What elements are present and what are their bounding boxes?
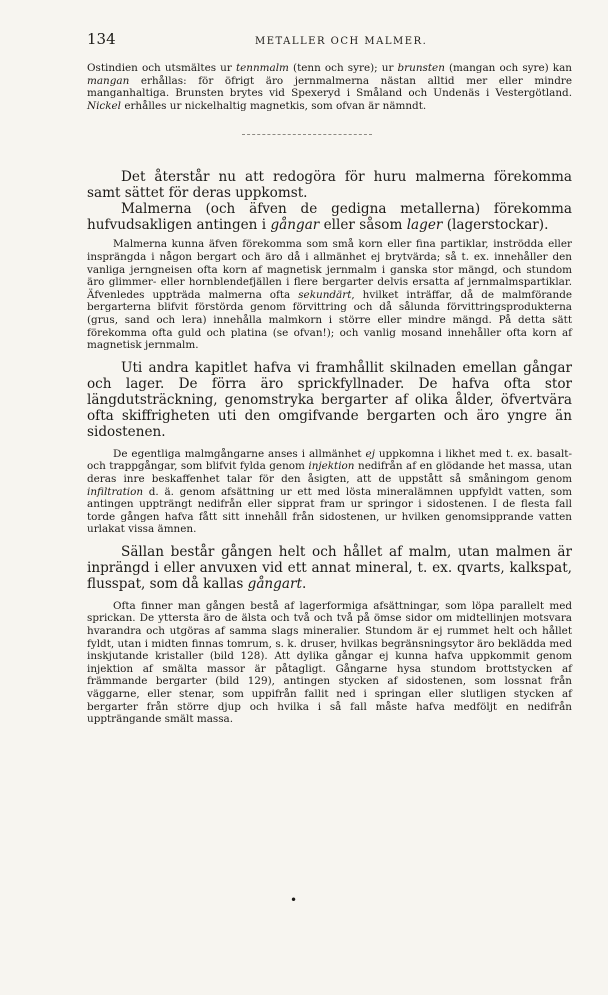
text-run: Ofta finner man gången bestå af lagerformiga afsättningar, som löpa parallelt med sprickan. De yttersta äro de älsta och två och två på ömse sidor om midtellinjen motsvara hvarandra och utgöras af samma slags mineralier. Stundom är ej rummet helt och hållet fyldt, utan i midten finnas tomrum, s. k. druser, hvilkas begränsningsytor äro beklädda med inskjutande kristaller (bild 128). Att dylika gångar ej kunna hafva uppkommit genom injektion af smälta massor är påtagligt. Gångarne hysa stundom brottstycken af främmande bergarter (bild 129), antingen stycken af sidostenen, som lossnat från väggarne, eller stenar, som uppifrån fallit ned i springan eller slutligen stycken af bergarter från större djup och hvilka i så fall måste hafva medföljt en nedifrån uppträngande smält massa.: [87, 599, 572, 726]
text-run: Ostindien och utsmältes ur: [87, 62, 236, 74]
text-run: (tenn och syre); ur: [288, 62, 398, 74]
emphasized-term: infiltration: [87, 485, 144, 498]
emphasized-term: Nickel: [87, 99, 122, 112]
paragraph-vein-structure: [87, 600, 572, 726]
paragraph-disseminated-ores: [87, 238, 572, 351]
text-run: (mangan och syre) kan: [444, 62, 572, 74]
text-run: Malmerna kunna äfven förekomma som små korn eller fina partiklar, inströdda eller insprängda i någon bergart och äro då i allmänhet ej brytvärda; så t. ex. innehåller den vanliga jerngneisen ofta korn af magnetisk jernmalm i ganska stor mängd, och stundom äro glimmer- eller hornblendefjällen i flere bergarter delvis ersatta af jernmalmspartiklar. Äfvenledes uppträda malmerna ofta: [87, 238, 572, 301]
text-run: De egentliga malmgångarne anses i allmänhet: [113, 447, 366, 460]
emphasized-term: tennmalm: [235, 62, 289, 74]
paragraph-veins: [87, 360, 572, 440]
text-run: erhålles ur nickelhaltig magnetkis, som ofvan är nämndt.: [121, 99, 427, 112]
text-run: nedifrån af en glödande het massa, utan deras inre beskaffenhet talar för den åsigten, att de uppstått så småningom genom: [87, 460, 572, 485]
emphasized-term: lager: [406, 217, 443, 234]
emphasized-term: gångar: [270, 217, 320, 234]
text-run: , hvilket inträffar, då de malmförande bergarterna blifvit förstörda genom förvittring och då sålunda förvittringsprodukterna (grus, sand och lera) innehålla malmkorn i större eller mindre mängd. På detta sätt förekomma ofta guld och platina (se ofvan!); och vanlig mosand innehåller ofta korn af magnetisk jernmalm.: [87, 288, 572, 352]
page-header: [87, 30, 572, 60]
paragraph-veins-and-layers: [87, 201, 572, 233]
section-divider: [242, 134, 372, 135]
emphasized-term: brunsten: [397, 62, 445, 74]
page-number: 134: [87, 30, 116, 48]
text-run: Det återstår nu att redogöra för huru malmerna förekomma samt sättet för deras uppkomst.: [87, 169, 572, 202]
emphasized-term: sekundärt: [298, 288, 352, 301]
footer-mark: •: [290, 893, 298, 907]
emphasized-term: injektion: [308, 460, 355, 473]
text-run: Sällan består gången helt och hållet af malm, utan malmen är inprängd i eller anvuxen vid ett annat mineral, t. ex. qvarts, kalkspat, flusspat, som då kallas: [87, 543, 572, 592]
text-run: .: [301, 575, 307, 592]
paragraph-infiltration: [87, 448, 572, 536]
paragraph-gangue: [87, 544, 572, 592]
text-run: Uti andra kapitlet hafva vi framhållit skilnaden emellan gångar och lager. De förra äro sprickfyllnader. De hafva ofta stor längdutsträckning, genomstryka bergarter af olika ålder, öfvertvära ofta skiffrigheten uti den omgifvande bergarten och äro yngre än sidostenen.: [87, 359, 572, 440]
text-run: erhållas: för öfrigt äro jernmalmerna nästan alltid mer eller mindre manganhaltiga. Brunsten brytes vid Spexeryd i Småland och Undenäs i Vestergötland.: [87, 74, 572, 100]
running-head: METALLER OCH MALMER.: [255, 36, 428, 47]
emphasized-term: gångart: [247, 575, 302, 592]
paragraph-intro: [87, 169, 572, 201]
emphasized-term: mangan: [87, 74, 130, 87]
text-run: uppkomna i likhet med t. ex. basalt- och trappgångar, som blifvit fylda genom: [87, 447, 572, 473]
text-run: Malmerna (och äfven de gedigna metallerna) förekomma hufvudsakligen antingen i: [87, 201, 572, 234]
text-run: (lagerstockar).: [442, 217, 549, 234]
text-run: eller såsom: [319, 217, 407, 234]
text-run: d. ä. genom afsättning ur ett med lösta mineralämnen uppfyldt vatten, som antingen uppträngt nedifrån eller sipprat fram ur springor i sidostenen. I de flesta fall torde gången hafva fått sitt innehåll från sidostenen, ur hvilken genomsipprande vatten urlakat vissa ämnen.: [87, 485, 572, 536]
paragraph-ore-metals: [87, 62, 572, 112]
emphasized-term: ej: [365, 447, 375, 460]
